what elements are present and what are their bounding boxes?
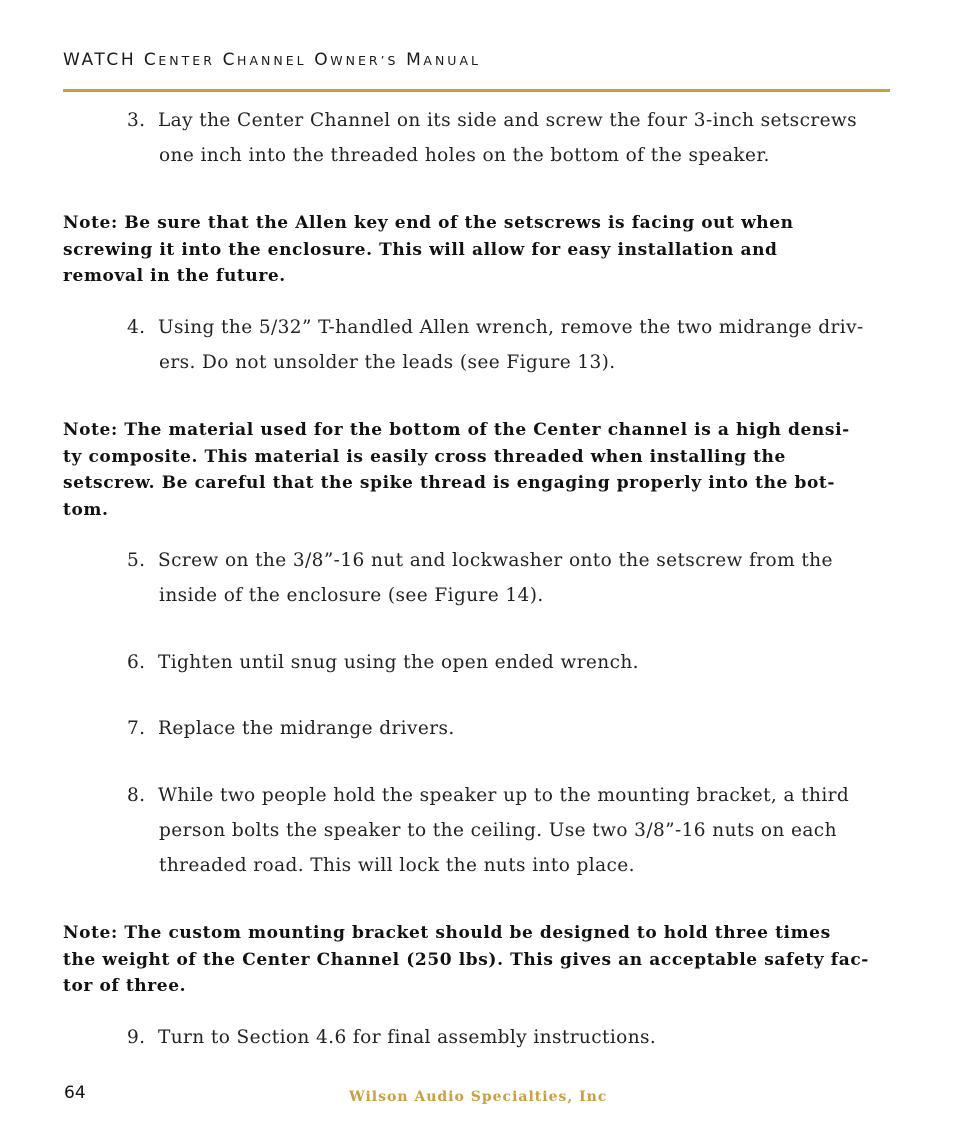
step-number: 6. bbox=[127, 652, 146, 673]
step-number: 7. bbox=[127, 718, 146, 739]
step-number: 4. bbox=[127, 317, 146, 338]
header-title-watch: WATCH bbox=[63, 50, 137, 70]
header-divider-rule bbox=[63, 89, 890, 92]
note-allen-key: Note: Be sure that the Allen key end of the setscrews is facing out when screwing it into the enclosure. This will allow for easy installation and removal in the future. bbox=[63, 213, 794, 286]
step-4: 4. Using the 5/32” T-handled Allen wrench, remove the two midrange driv- ers. Do not unsolder the leads (see Figure 13). bbox=[127, 310, 887, 380]
step-6: 6. Tighten until snug using the open ended wrench. bbox=[127, 645, 887, 680]
step-5: 5. Screw on the 3/8”-16 nut and lockwasher onto the setscrew from the inside of the enclosure (see Figure 14). bbox=[127, 543, 887, 613]
footer-brand-logo: Wilson Audio Specialties, Inc bbox=[349, 1089, 608, 1105]
step-3: 3. Lay the Center Channel on its side and screw the four 3-inch setscrews one inch into the threaded holes on the bottom of the speaker. bbox=[127, 103, 887, 173]
step-number: 5. bbox=[127, 550, 146, 571]
page-number: 64 bbox=[64, 1083, 86, 1103]
step-number: 8. bbox=[127, 785, 146, 806]
note-composite-material: Note: The material used for the bottom of the Center channel is a high densi- ty composite. This material is easily cross threaded when installing the setscrew. Be careful that the spike thread is engaging properly into the bot- tom. bbox=[63, 420, 850, 520]
step-number: 9. bbox=[127, 1027, 146, 1048]
step-8: 8. While two people hold the speaker up to the mounting bracket, a third person bolts the speaker to the ceiling. Use two 3/8”-16 nuts on each threaded road. This will lock the nuts into place. bbox=[127, 778, 887, 883]
step-9: 9. Turn to Section 4.6 for final assembly instructions. bbox=[127, 1020, 887, 1055]
running-header: WATCH CENTER CHANNEL OWNER’S MANUAL bbox=[63, 50, 481, 70]
step-number: 3. bbox=[127, 110, 146, 131]
step-7: 7. Replace the midrange drivers. bbox=[127, 711, 887, 746]
note-mounting-bracket: Note: The custom mounting bracket should be designed to hold three times the weight of the Center Channel (250 lbs). This gives an acceptable safety fac- tor of three. bbox=[63, 923, 869, 996]
